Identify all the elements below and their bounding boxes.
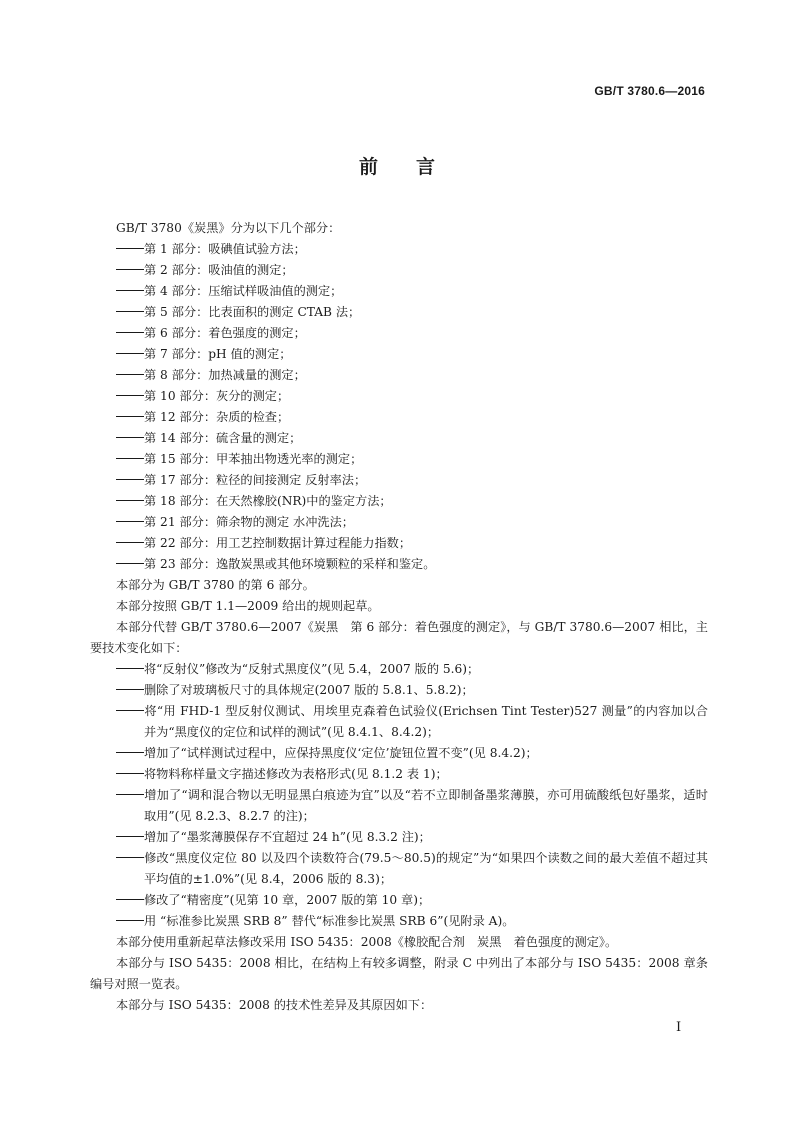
list-item: 第 14 部分：硫含量的测定； <box>90 428 708 449</box>
list-item: 删除了对玻璃板尺寸的具体规定(2007 版的 5.8.1、5.8.2)； <box>90 680 708 701</box>
intro-paragraph: GB/T 3780《炭黑》分为以下几个部分： <box>116 221 341 235</box>
dash-mark <box>116 668 144 670</box>
dash-mark <box>116 479 144 481</box>
dash-mark <box>116 689 144 691</box>
dash-mark <box>116 710 144 712</box>
part-of-paragraph: 本部分为 GB/T 3780 的第 6 部分。 <box>116 578 315 592</box>
list-item: 第 22 部分：用工艺控制数据计算过程能力指数； <box>90 533 708 554</box>
list-item: 第 17 部分：粒径的间接测定 反射率法； <box>90 470 708 491</box>
dash-mark <box>116 794 144 796</box>
list-item: 用 “标准参比炭黑 SRB 8” 替代“标准参比炭黑 SRB 6”(见附录 A)。 <box>90 911 708 932</box>
dash-mark <box>116 248 144 250</box>
dash-mark <box>116 332 144 334</box>
list-item: 第 12 部分：杂质的检查； <box>90 407 708 428</box>
dash-mark <box>116 458 144 460</box>
dash-mark <box>116 311 144 313</box>
list-item: 第 7 部分：pH 值的测定； <box>90 344 708 365</box>
list-item: 将“用 FHD-1 型反射仪测试、用埃里克森着色试验仪(Erichsen Tint Tester)527 测量”的内容加以合并为“黑度仪的定位和试样的测试”(见 8.4.1、8.4.2)； <box>90 701 708 743</box>
dash-mark <box>116 269 144 271</box>
dash-mark <box>116 500 144 502</box>
standard-number: GB/T 3780.6—2016 <box>594 84 705 98</box>
iso-adoption-paragraph: 本部分使用重新起草法修改采用 ISO 5435：2008《橡胶配合剂 炭黑 着色强度的测定》。 <box>116 935 618 949</box>
iso-differences-paragraph: 本部分与 ISO 5435：2008 的技术性差异及其原因如下： <box>116 998 433 1012</box>
dash-mark <box>116 521 144 523</box>
page-title: 前言 <box>358 156 473 178</box>
list-item: 第 4 部分：压缩试样吸油值的测定； <box>90 281 708 302</box>
list-item: 第 10 部分：灰分的测定； <box>90 386 708 407</box>
dash-mark <box>116 542 144 544</box>
iso-structure-paragraph: 本部分与 ISO 5435：2008 相比，在结构上有较多调整，附录 C 中列出了本部分与 ISO 5435：2008 章条编号对照一览表。 <box>90 956 708 991</box>
list-item: 第 23 部分：逸散炭黑或其他环境颗粒的采样和鉴定。 <box>90 554 708 575</box>
dash-mark <box>116 437 144 439</box>
dash-mark <box>116 920 144 922</box>
list-item: 修改了“精密度”(见第 10 章，2007 版的第 10 章)； <box>90 890 708 911</box>
changes-list <box>90 659 708 932</box>
dash-mark <box>116 752 144 754</box>
dash-mark <box>116 563 144 565</box>
list-item: 增加了“墨浆薄膜保存不宜超过 24 h”(见 8.3.2 注)； <box>90 827 708 848</box>
page-number: I <box>676 1020 682 1035</box>
dash-mark <box>116 395 144 397</box>
parts-list <box>90 239 708 575</box>
list-item: 修改“黑度仪定位 80 以及四个读数符合(79.5～80.5)的规定”为“如果四个读数之间的最大差值不超过其平均值的±1.0%”(见 8.4，2006 版的 8.3)； <box>90 848 708 890</box>
list-item: 将物料称样量文字描述修改为表格形式(见 8.1.2 表 1)； <box>90 764 708 785</box>
list-item: 将“反射仪”修改为“反射式黑度仪”(见 5.4，2007 版的 5.6)； <box>90 659 708 680</box>
document-body <box>90 218 708 1016</box>
dash-mark <box>116 416 144 418</box>
replaces-paragraph: 本部分代替 GB/T 3780.6—2007《炭黑 第 6 部分：着色强度的测定》，与 GB/T 3780.6—2007 相比，主要技术变化如下： <box>90 620 708 655</box>
list-item: 第 5 部分：比表面积的测定 CTAB 法； <box>90 302 708 323</box>
list-item: 第 2 部分：吸油值的测定； <box>90 260 708 281</box>
list-item: 增加了“试样测试过程中，应保持黑度仪‘定位’旋钮位置不变”(见 8.4.2)； <box>90 743 708 764</box>
list-item: 第 8 部分：加热减量的测定； <box>90 365 708 386</box>
list-item: 第 6 部分：着色强度的测定； <box>90 323 708 344</box>
dash-mark <box>116 374 144 376</box>
list-item: 增加了“调和混合物以无明显黑白痕迹为宜”以及“若不立即制备墨浆薄膜，亦可用硫酸纸包好墨浆，适时取用”(见 8.2.3、8.2.7 的注)； <box>90 785 708 827</box>
dash-mark <box>116 899 144 901</box>
dash-mark <box>116 353 144 355</box>
list-item: 第 1 部分：吸碘值试验方法； <box>90 239 708 260</box>
list-item: 第 18 部分：在天然橡胶(NR)中的鉴定方法； <box>90 491 708 512</box>
drafting-paragraph: 本部分按照 GB/T 1.1—2009 给出的规则起草。 <box>116 599 380 613</box>
dash-mark <box>116 773 144 775</box>
dash-mark <box>116 836 144 838</box>
list-item: 第 21 部分：筛余物的测定 水冲洗法； <box>90 512 708 533</box>
list-item: 第 15 部分：甲苯抽出物透光率的测定； <box>90 449 708 470</box>
dash-mark <box>116 857 144 859</box>
dash-mark <box>116 290 144 292</box>
